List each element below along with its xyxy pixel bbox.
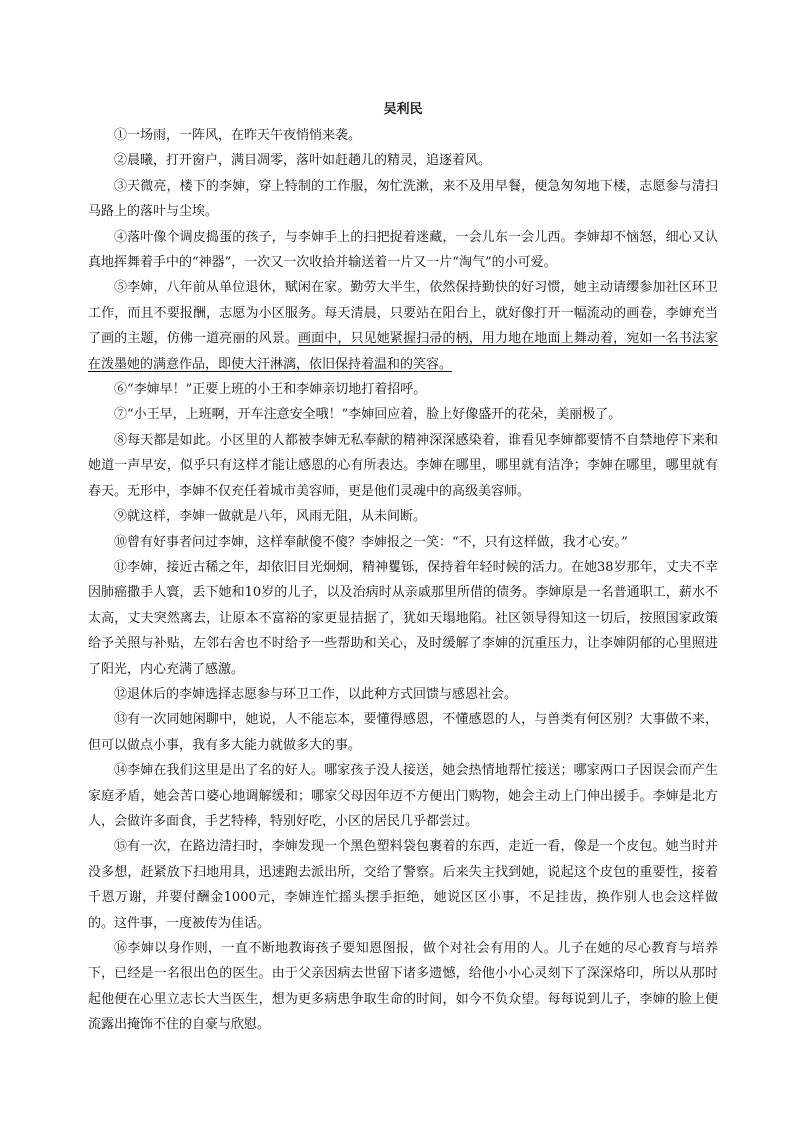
paragraph-text: ③天微亮，楼下的李婶，穿上特制的工作服，匆忙洗漱，来不及用早餐，便急匆匆地下楼，志愿参与清扫马路上的落叶与尘埃。 <box>88 178 718 220</box>
article <box>88 100 718 1038</box>
paragraph-text: ⑪李婶，接近古稀之年，却依旧目光炯炯，精神矍铄，保持着年轻时候的活力。在她38岁那年，丈夫不幸因肺癌撒手人寰，丢下她和10岁的儿子，以及治病时从亲戚那里所借的债务。李婶原是一名普通职工，薪水不太高，丈夫突然离去，让原本不富裕的家更显拮据了，犹如天塌地陷。社区领导得知这一切后，按照国家政策给予关照与补贴，左邻右舍也不时给予一些帮助和关心，及时缓解了李婶的沉重压力，让李婶阴郁的心里照进了阳光，内心充满了感激。 <box>88 559 718 677</box>
paragraph-text: ⑧每天都是如此。小区里的人都被李婶无私奉献的精神深深感染着，谁看见李婶都要情不自禁地停下来和她道一声早安，似乎只有这样才能让感恩的心有所表达。李婶在哪里，哪里就有洁净；李婶在哪里，哪里就有春天。无形中，李婶不仅充任着城市美容师，更是他们灵魂中的高级美容师。 <box>88 432 718 499</box>
paragraph-text: ②晨曦，打开窗户，满目凋零，落叶如赶趟儿的精灵，追逐着风。 <box>114 153 492 169</box>
paragraph-12 <box>88 682 718 707</box>
paragraph-text: ⑯李婶以身作则，一直不断地教诲孩子要知恩图报，做个对社会有用的人。儿子在她的尽心教育与培养下，已经是一名很出色的医生。由于父亲因病去世留下诸多遗憾，给他小小心灵刻下了深深烙印，所以从那时起他便在心里立志长大当医生，想为更多病患争取生命的时间，如今不负众望。每每说到儿子，李婶的脸上便流露出掩饰不住的自豪与欣慰。 <box>88 941 718 1033</box>
paragraph-2 <box>88 148 718 173</box>
paragraph-4 <box>88 225 718 276</box>
paragraph-9 <box>88 504 718 529</box>
paragraph-text: ⑫退休后的李婶选择志愿参与环卫工作，以此种方式回馈与感恩社会。 <box>114 686 518 702</box>
paragraph-11 <box>88 555 718 682</box>
paragraph-6 <box>88 377 718 402</box>
paragraph-text: ⑮有一次，在路边清扫时，李婶发现一个黑色塑料袋包裹着的东西，走近一看，像是一个皮包。她当时并没多想，赶紧放下扫地用具，迅速跑去派出所，交给了警察。后来失主找到她，说起这个皮包的重要性，接着千恩万谢，并要付酬金1000元，李婶连忙摇头摆手拒绝，她说区区小事，不足挂齿，换作别人也会这样做的。这件事，一度被传为佳话。 <box>88 839 718 931</box>
paragraph-text: ⑦“小王早，上班啊，开车注意安全哦！”李婶回应着，脸上好像盛开的花朵，美丽极了。 <box>114 407 622 423</box>
paragraph-15 <box>88 834 718 936</box>
paragraph-text: ⑬有一次同她闲聊中，她说，人不能忘本，要懂得感恩，不懂感恩的人，与兽类有何区别？大事做不来，但可以做点小事，我有多大能力就做多大的事。 <box>88 712 718 753</box>
author-name: 吴利民 <box>383 102 423 117</box>
paragraph-13 <box>88 707 718 758</box>
paragraph-text: ⑨就这样，李婶一做就是八年，风雨无阻，从未间断。 <box>114 509 427 525</box>
paragraph-10 <box>88 530 718 555</box>
paragraph-7 <box>88 402 718 427</box>
paragraph-3 <box>88 174 718 225</box>
article-body <box>88 123 718 1038</box>
paragraph-text: ④落叶像个调皮捣蛋的孩子，与李婶手上的扫把捉着迷藏，一会儿东一会儿西。李婶却不恼怒，细心又认真地挥舞着手中的“神器”，一次又一次收拾并输送着一片又一片“淘气”的小可爱。 <box>88 229 718 271</box>
paragraph-text: ⑤李婶，八年前从单位退休，赋闲在家。勤劳大半生，依然保持勤快的好习惯，她主动请缨参加社区环卫工作，而且不要报酬，志愿为小区服务。每天清晨，只要站在阳台上，就好像打开一幅流动的画卷，李婶充当了画的主题，仿佛一道亮丽的风景。 <box>88 280 718 347</box>
paragraph-text: ①一场雨，一阵风，在昨天午夜悄悄来袭。 <box>114 128 362 143</box>
paragraph-5 <box>88 275 718 377</box>
paragraph-14 <box>88 758 718 834</box>
paragraph-16 <box>88 936 718 1038</box>
paragraph-text: ⑭李婶在我们这里是出了名的好人。哪家孩子没人接送，她会热情地帮忙接送；哪家两口子因误会而产生家庭矛盾，她会苦口婆心地调解缓和；哪家父母因年迈不方便出门购物，她会主动上门伸出援手。李婶是北方人，会做许多面食，手艺特棒，特别好吃，小区的居民几乎都尝过。 <box>88 763 718 829</box>
underlined-sentence: 画面中，只见她紧握扫帚的柄，用力地在地面上舞动着，宛如一名书法家在泼墨她的满意作品，即使大汗淋漓，依旧保持着温和的笑容。 <box>88 331 718 372</box>
paragraph-text: ⑥“李婶早！”正要上班的小王和李婶亲切地打着招呼。 <box>114 382 427 398</box>
paragraph-8 <box>88 428 718 504</box>
paragraph-1 <box>88 123 718 148</box>
paragraph-text: ⑩曾有好事者问过李婶，这样奉献傻不傻？李婶报之一笑：“不，只有这样做，我才心安。” <box>114 534 628 550</box>
